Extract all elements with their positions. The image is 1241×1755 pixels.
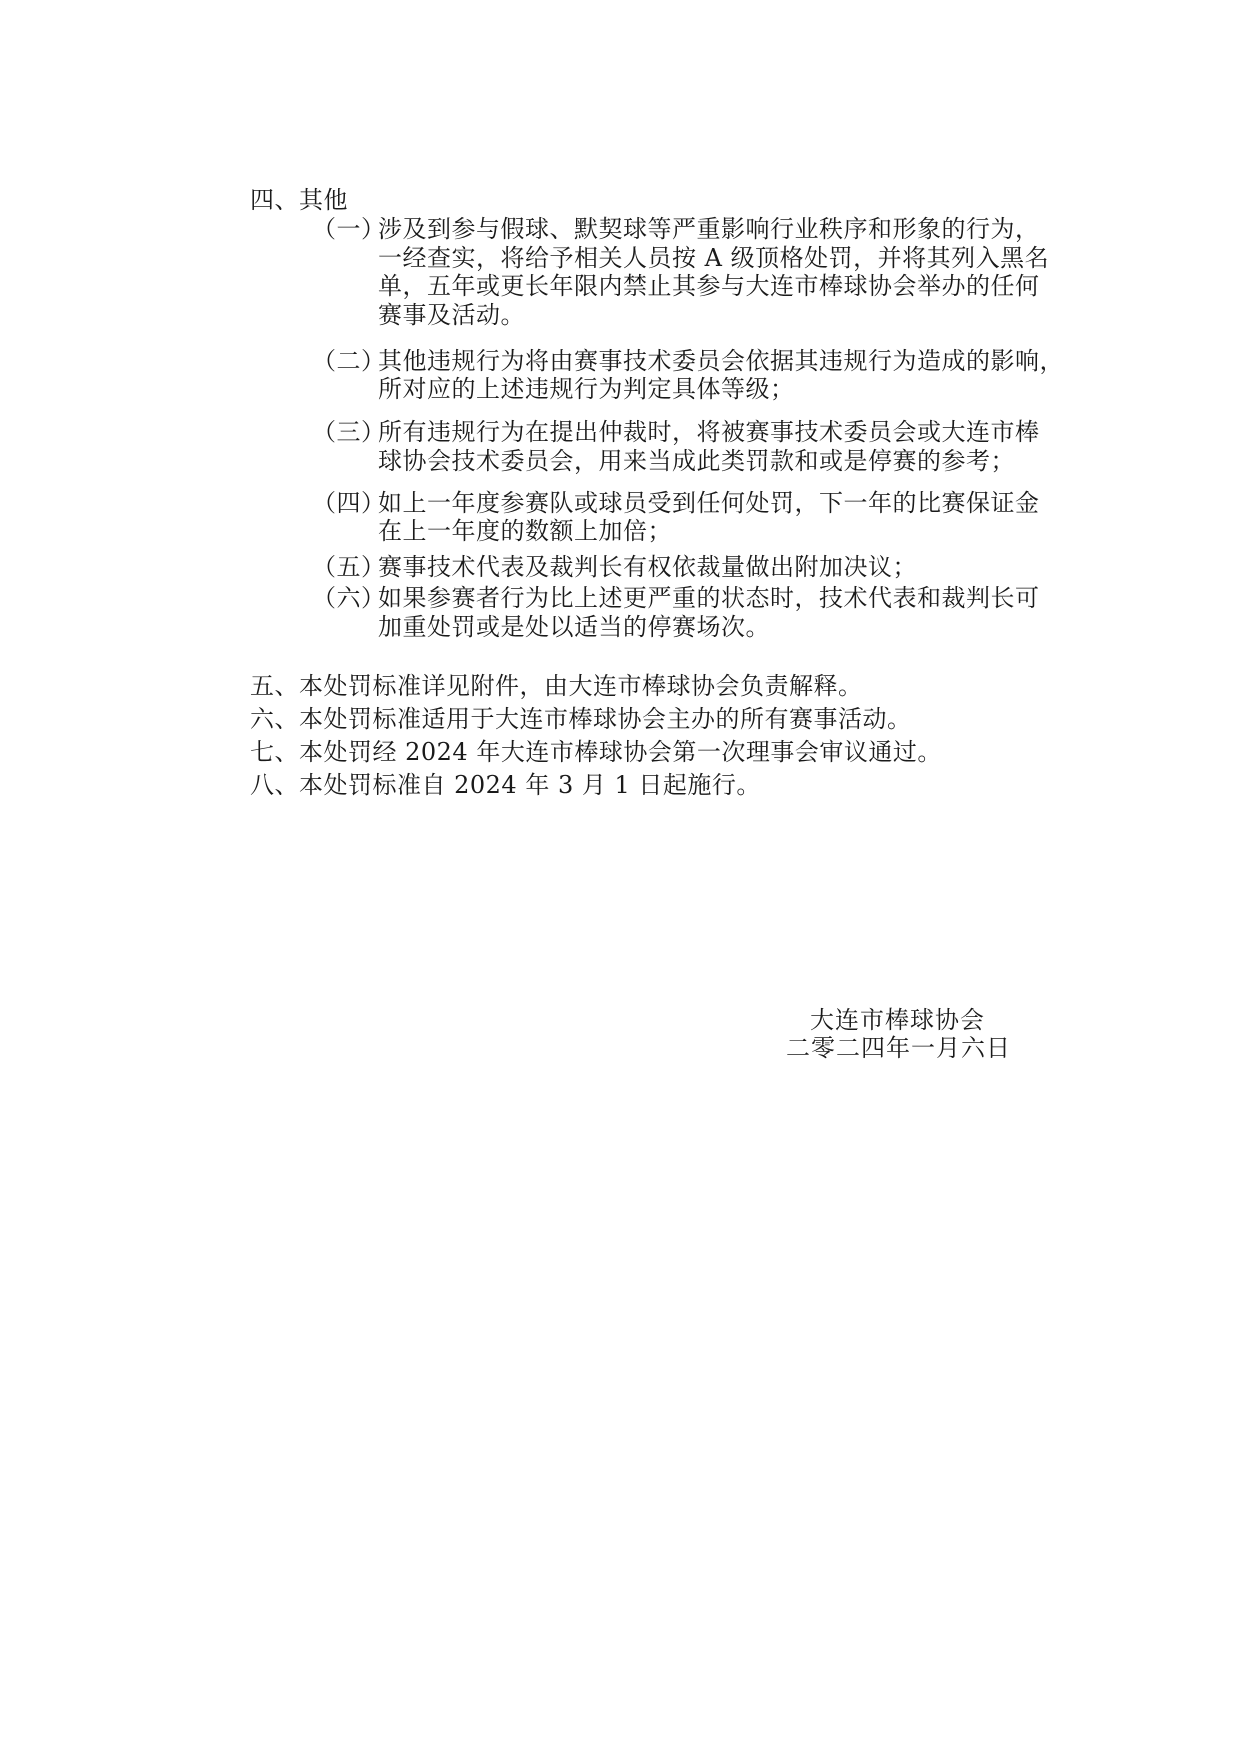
signature-organization: 大连市棒球协会 (810, 1006, 985, 1034)
item-label: （二） (312, 347, 386, 375)
signature-date: 二零二四年一月六日 (786, 1034, 1011, 1062)
section-heading: 四、其他 (250, 186, 348, 214)
clause-5: 五、本处罚标准详见附件，由大连市棒球协会负责解释。 (250, 672, 863, 700)
item-text-line: 如果参赛者行为比上述更严重的状态时，技术代表和裁判长可 (378, 584, 1040, 612)
item-text-line: 其他违规行为将由赛事技术委员会依据其违规行为造成的影响， (378, 347, 1064, 375)
item-label: （四） (312, 489, 386, 517)
clause-7: 七、本处罚经 2024 年大连市棒球协会第一次理事会审议通过。 (250, 738, 942, 766)
item-label: （三） (312, 418, 386, 446)
item-text-line: 涉及到参与假球、默契球等严重影响行业秩序和形象的行为， (378, 215, 1040, 243)
item-text-line: 单，五年或更长年限内禁止其参与大连市棒球协会举办的任何 (378, 272, 1040, 300)
item-label: （一） (312, 215, 386, 243)
item-text-line: 球协会技术委员会，用来当成此类罚款和或是停赛的参考； (378, 447, 1015, 475)
item-text-line: 所有违规行为在提出仲裁时，将被赛事技术委员会或大连市棒 (378, 418, 1040, 446)
item-label: （五） (312, 553, 386, 581)
item-text-line: 在上一年度的数额上加倍； (378, 517, 672, 545)
item-label: （六） (312, 584, 386, 612)
item-text-line: 加重处罚或是处以适当的停赛场次。 (378, 613, 770, 641)
item-text-line: 赛事及活动。 (378, 301, 525, 329)
item-text-line: 所对应的上述违规行为判定具体等级； (378, 375, 795, 403)
item-text-line: 一经查实，将给予相关人员按 A 级顶格处罚，并将其列入黑名 (378, 244, 1050, 272)
clause-8: 八、本处罚标准自 2024 年 3 月 1 日起施行。 (250, 771, 761, 799)
clause-6: 六、本处罚标准适用于大连市棒球协会主办的所有赛事活动。 (250, 705, 912, 733)
item-text-line: 如上一年度参赛队或球员受到任何处罚，下一年的比赛保证金 (378, 489, 1040, 517)
item-text-line: 赛事技术代表及裁判长有权依裁量做出附加决议； (378, 553, 917, 581)
